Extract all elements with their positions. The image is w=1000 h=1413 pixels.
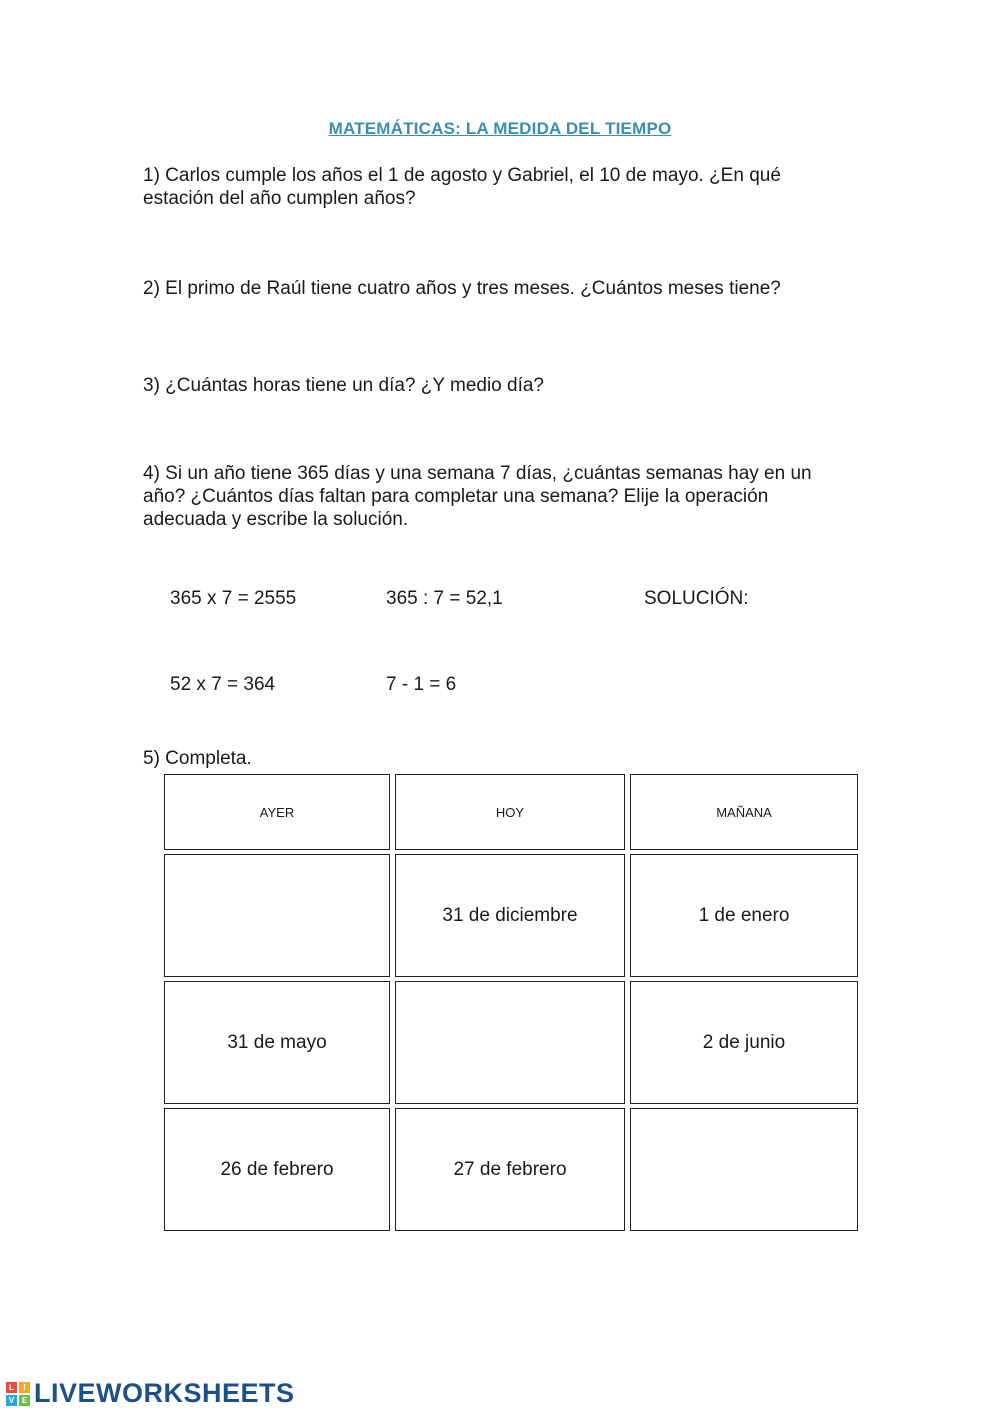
table-cell-manana: 2 de junio [630,981,858,1104]
question-4-line-2: año? ¿Cuántos días faltan para completar una semana? Elije la operación [143,486,769,507]
worksheet-title: MATEMÁTICAS: LA MEDIDA DEL TIEMPO [328,119,672,138]
table-cell-hoy: 31 de diciembre [395,854,625,977]
operation-multiply-365: 365 x 7 = 2555 [170,588,297,609]
question-4 [143,462,863,531]
operation-divide-365: 365 : 7 = 52,1 [386,588,503,609]
question-1 [143,164,863,210]
table-cell-manana: 1 de enero [630,854,858,977]
question-4-line-3: adecuada y escribe la solución. [143,509,409,530]
answer-cell-manana[interactable] [630,1108,858,1231]
answer-cell-hoy[interactable] [395,981,625,1104]
question-5: 5) Completa. [143,748,252,769]
question-4-line-1: 4) Si un año tiene 365 días y una semana 7 días, ¿cuántas semanas hay en un [143,463,812,484]
answer-cell-ayer[interactable] [164,854,390,977]
operation-subtract: 7 - 1 = 6 [386,674,457,695]
table-header-manana: MAÑANA [630,774,858,850]
liveworksheets-logo[interactable] [6,1378,295,1409]
table-header-ayer: AYER [164,774,390,850]
table-cell-ayer: 31 de mayo [164,981,390,1104]
table-cell-ayer: 26 de febrero [164,1108,390,1231]
logo-square: I [19,1382,30,1393]
table-header-hoy: HOY [395,774,625,850]
question-1-line-1: 1) Carlos cumple los años el 1 de agosto y Gabriel, el 10 de mayo. ¿En qué [143,165,781,186]
logo-square: V [6,1395,17,1406]
table-cell-hoy: 27 de febrero [395,1108,625,1231]
logo-mark-icon [6,1382,30,1406]
question-3: 3) ¿Cuántas horas tiene un día? ¿Y medio día? [143,375,545,396]
solution-label: SOLUCIÓN: [644,588,749,609]
brand-name: LIVEWORKSHEETS [34,1378,295,1408]
logo-square: E [19,1395,30,1406]
logo-square: L [6,1382,17,1393]
question-1-line-2: estación del año cumplen años? [143,188,416,209]
operation-multiply-52: 52 x 7 = 364 [170,674,276,695]
question-2: 2) El primo de Raúl tiene cuatro años y tres meses. ¿Cuántos meses tiene? [143,278,781,299]
